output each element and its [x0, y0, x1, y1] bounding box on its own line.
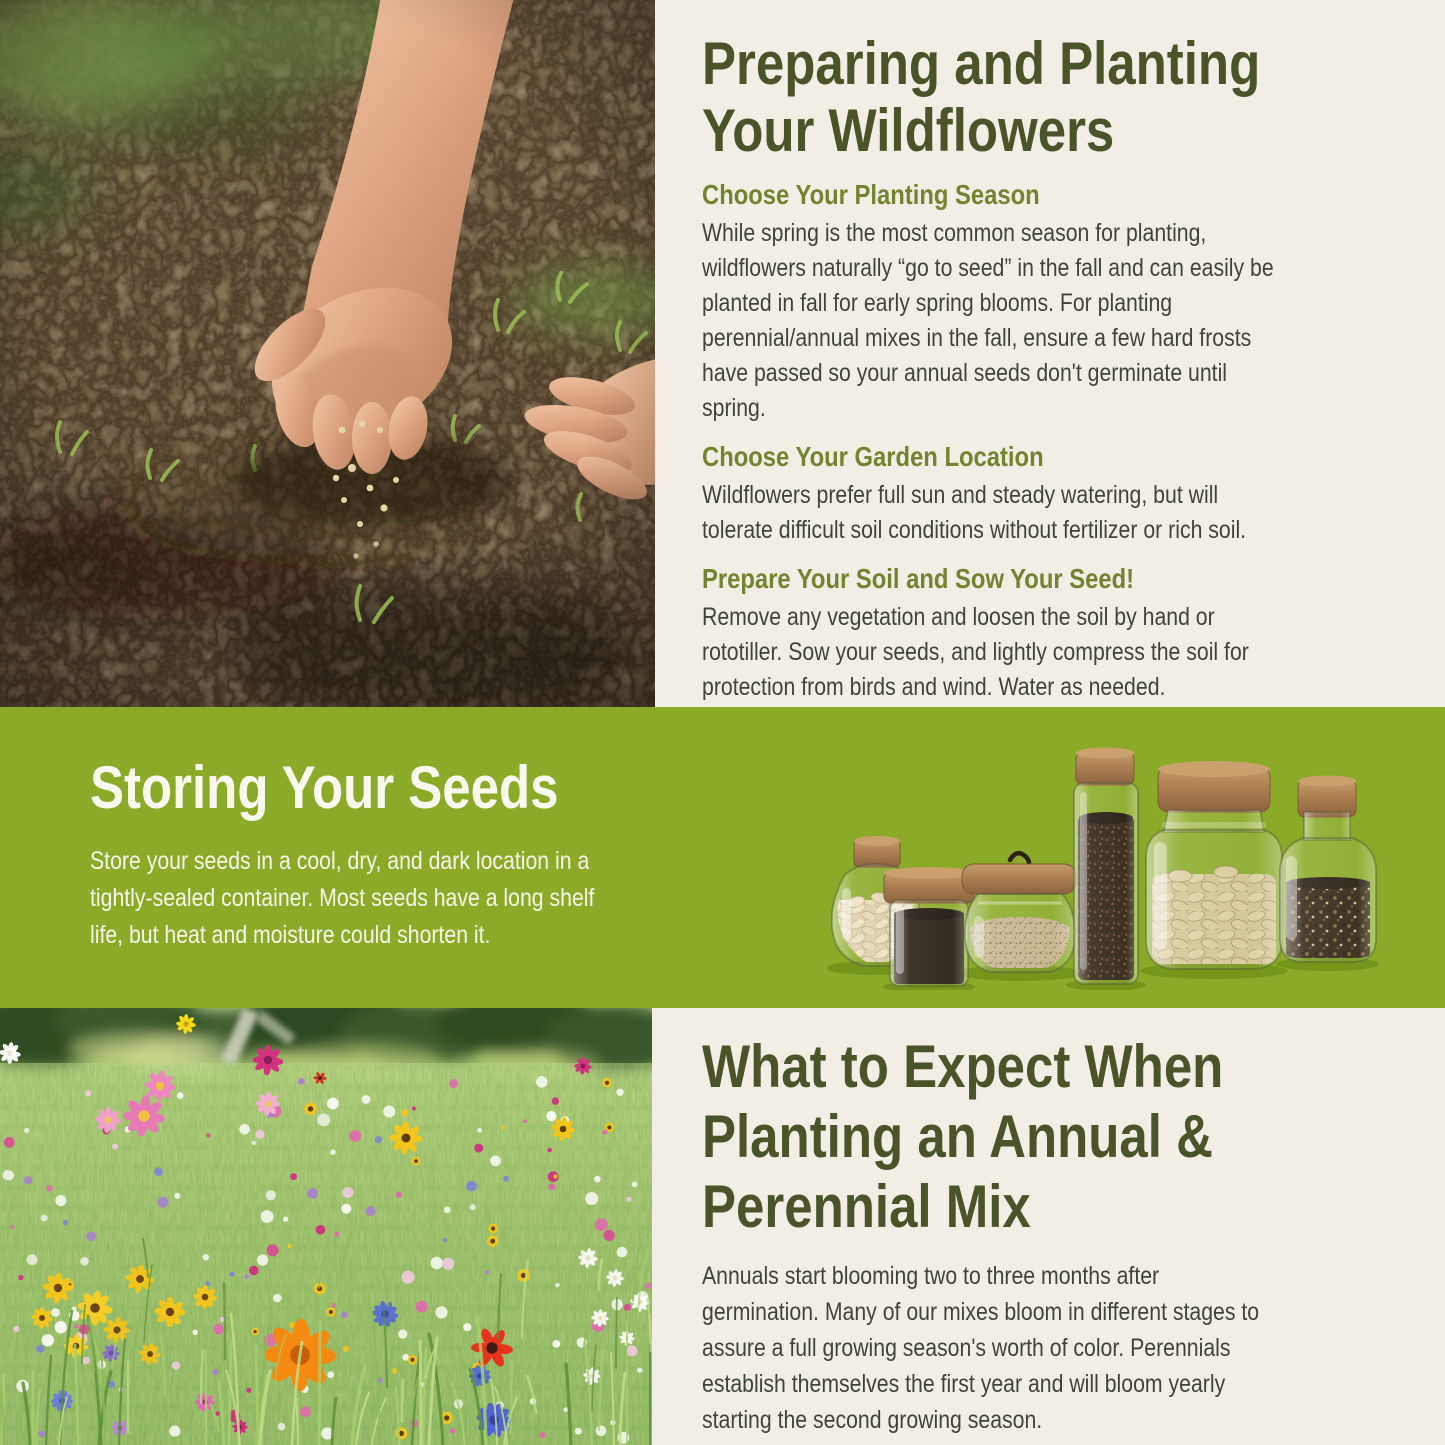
wildflower-meadow-photo	[0, 1008, 652, 1445]
dark-seed-jar	[884, 867, 974, 986]
expectations-title: What to Expect When Planting an Annual & Perennial Mix	[702, 1033, 1224, 1240]
expectations-body: Annuals start blooming two to three months after germination. Many of our mixes bloom in different stages to assure a full growing season's worth of color. Perennials establish themselves the first year and will bloom yearly starting the second growing season.	[702, 1262, 1260, 1434]
mixed-seed-bottle	[1280, 776, 1376, 963]
garden-location-section	[702, 440, 1334, 548]
soil-sowing-photo	[0, 0, 655, 707]
storing-seeds-title: Storing Your Seeds	[90, 754, 559, 821]
tan-seed-pot	[962, 853, 1076, 972]
prepare-soil-section	[702, 562, 1334, 705]
section-body: While spring is the most common season for planting, wildflowers naturally “go to seed” in the fall and can easily be planted in fall for early spring blooms. For planting perennial/annual mixes in the fall, ensure a few hard frosts have passed so your annual seeds don't germinate until spring.	[702, 219, 1274, 422]
tall-seed-cylinder	[1074, 748, 1138, 985]
section-heading: Choose Your Garden Location	[702, 441, 1044, 472]
seed-jars-photo	[828, 740, 1378, 990]
planting-season-section	[702, 178, 1334, 426]
section-body: Wildflowers prefer full sun and steady watering, but will tolerate difficult soil conditions without fertilizer or rich soil.	[702, 481, 1247, 544]
section-heading: Prepare Your Soil and Sow Your Seed!	[702, 563, 1135, 594]
soil-photo-illustration	[0, 0, 655, 707]
planting-guide-title: Preparing and Planting Your Wildflowers	[702, 30, 1261, 164]
pumpkin-seed-jar	[1146, 761, 1282, 969]
seed-jars-illustration	[828, 740, 1378, 990]
planting-guide-panel	[655, 0, 1445, 707]
section-body: Remove any vegetation and loosen the soil by hand or rototiller. Sow your seeds, and lightly compress the soil for protection from birds and wind. Water as needed.	[702, 603, 1249, 701]
storing-seeds-body: Store your seeds in a cool, dry, and dark location in a tightly-sealed container. Most seeds have a long shelf life, but heat and moisture could shorten it.	[90, 847, 595, 949]
section-heading: Choose Your Planting Season	[702, 179, 1040, 210]
expectations-panel	[655, 1008, 1445, 1445]
meadow-illustration	[0, 1008, 652, 1445]
